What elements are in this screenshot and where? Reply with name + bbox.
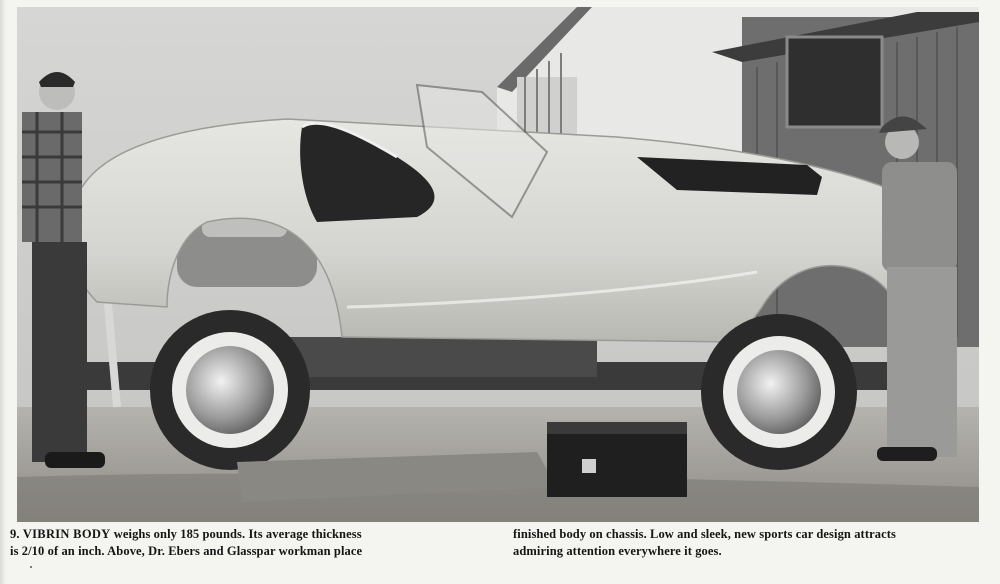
caption-line-1-rest: weighs only 185 pounds. Its average thickness <box>113 527 362 541</box>
caption-line-3: finished body on chassis. Low and sleek, new sports car design attracts <box>513 527 896 541</box>
caption-right-column <box>513 526 988 560</box>
caption-number: 9. <box>10 527 20 541</box>
caption-lead: VIBRIN BODY <box>22 527 111 541</box>
page-edge <box>0 0 6 584</box>
toolbox <box>547 422 687 497</box>
print-speck <box>30 566 32 568</box>
rear-right-wheel <box>701 314 857 470</box>
building-window <box>787 37 882 127</box>
caption-line-1 <box>10 526 480 543</box>
caption-line-4: admiring attention everywhere it goes. <box>513 544 722 558</box>
caption-left-column <box>10 526 480 560</box>
workman-in-cap <box>877 116 957 461</box>
car-body-photo <box>17 7 979 522</box>
caption-line-2: is 2/10 of an inch. Above, Dr. Ebers and Glasspar workman place <box>10 544 363 558</box>
front-left-wheel <box>150 310 310 470</box>
